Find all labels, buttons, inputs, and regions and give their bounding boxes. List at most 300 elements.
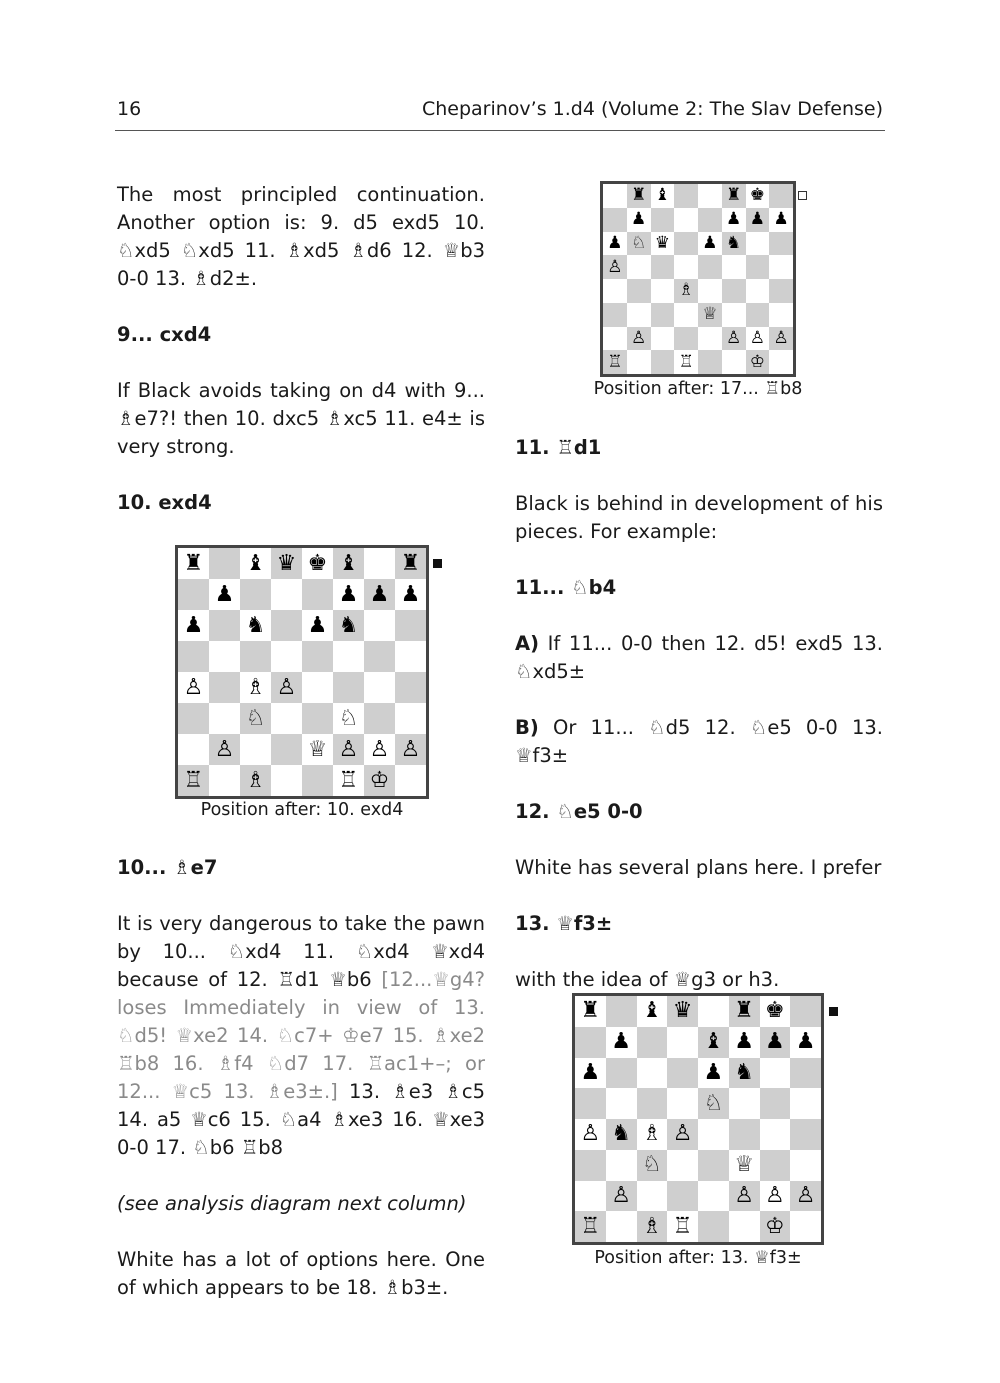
variation-a [515,630,883,686]
board-square [667,1181,698,1212]
black-rook-icon: ♜ [734,998,754,1024]
board-square [302,734,333,765]
board-square [698,1150,729,1181]
black-pawn-icon: ♟ [369,581,390,607]
board-square [209,703,240,734]
black-bishop-icon: ♝ [703,1029,724,1055]
white-knight-icon: ♘ [338,705,359,731]
board-square [651,350,675,374]
board-square [769,208,793,232]
board-square [637,1119,668,1150]
board-square [209,548,240,579]
board-square [769,350,793,374]
black-rook-icon: ♜ [631,185,647,206]
white-rook-icon: ♖ [580,1213,601,1239]
black-rook-icon: ♜ [400,550,421,576]
board-square [364,765,395,796]
black-bishop-icon: ♝ [654,185,670,206]
white-rook-icon: ♖ [607,351,623,372]
chess-diagram-2 [600,181,796,377]
board-square [698,279,722,303]
board-square [606,1181,637,1212]
board-square [698,232,722,256]
white-queen-icon: ♕ [702,304,718,325]
board-square [271,610,302,641]
right-move-heading-1: 11. ♖d1 [515,436,602,459]
board-square [674,208,698,232]
white-king-icon: ♔ [749,351,765,372]
board-square [769,303,793,327]
board-square [637,1211,668,1242]
black-pawn-icon: ♟ [734,1029,754,1055]
left-paragraph-3 [117,910,485,1162]
board-square [729,1150,760,1181]
left-move-heading-3: 10... ♗e7 [117,856,218,879]
board-square [333,703,364,734]
white-pawn-icon: ♙ [773,327,789,348]
white-pawn-icon: ♙ [214,736,235,762]
board-square [667,1027,698,1058]
board-square [603,255,627,279]
board-square [667,996,698,1027]
board-square [627,350,651,374]
board-square [698,1211,729,1242]
board-square [178,579,209,610]
board-square [674,184,698,208]
chess-diagram-1 [175,545,429,799]
board-square [364,703,395,734]
board-square [627,303,651,327]
board-square [240,734,271,765]
board-square [603,303,627,327]
black-queen-icon: ♛ [672,998,693,1024]
board-square [674,232,698,256]
board-square [302,765,333,796]
variation-a-label: A) [515,632,540,655]
variation-a-text: If 11... 0-0 then 12. d5! exd5 13. ♘xd5± [515,632,883,683]
chess-diagram-3 [572,993,824,1245]
right-move-heading-3: 12. ♘e5 0-0 [515,800,643,823]
board-square [674,327,698,351]
board-square [364,734,395,765]
board-square [790,1150,821,1181]
board-square [606,1088,637,1119]
black-knight-icon: ♞ [611,1121,631,1147]
black-pawn-icon: ♟ [400,581,421,607]
board-square [333,641,364,672]
board-square [769,279,793,303]
board-square [575,1211,606,1242]
board-square [395,765,426,796]
board-square [240,672,271,703]
board-square [651,279,675,303]
chessboard [175,545,429,799]
board-square [302,579,333,610]
board-square [178,641,209,672]
right-column [515,434,883,994]
black-rook-icon: ♜ [726,185,742,206]
board-square [746,184,770,208]
black-pawn-icon: ♟ [703,1059,724,1085]
board-square [651,184,675,208]
black-king-icon: ♚ [307,550,328,576]
board-square [627,327,651,351]
white-bishop-icon: ♗ [642,1213,662,1239]
board-square [651,255,675,279]
board-square [667,1058,698,1089]
board-square [667,1150,698,1181]
board-square [271,734,302,765]
board-square [760,1150,791,1181]
board-square [769,232,793,256]
board-square [627,208,651,232]
board-square [603,279,627,303]
black-knight-icon: ♞ [245,612,266,638]
black-pawn-icon: ♟ [183,612,204,638]
white-pawn-icon: ♙ [795,1182,816,1208]
left-paragraph-2: If Black avoids taking on d4 with 9... ♗e7?! then 10. dxc5 ♗xc5 11. e4± is very strong. [117,379,485,458]
black-bishop-icon: ♝ [245,550,266,576]
board-square [178,548,209,579]
white-pawn-icon: ♙ [607,256,623,277]
black-pawn-icon: ♟ [631,209,647,230]
white-bishop-icon: ♗ [245,767,266,793]
board-square [240,610,271,641]
board-square [698,303,722,327]
board-square [651,232,675,256]
diagram-2-caption: Position after: 17... ♖b8 [593,379,803,399]
board-square [209,610,240,641]
board-square [209,734,240,765]
page-number: 16 [117,98,142,120]
board-square [333,765,364,796]
board-square [603,327,627,351]
white-rook-icon: ♖ [672,1213,693,1239]
black-queen-icon: ♛ [654,232,670,253]
board-square [302,641,333,672]
board-square [790,1119,821,1150]
white-knight-icon: ♘ [642,1152,662,1178]
board-square [302,703,333,734]
white-queen-icon: ♕ [734,1152,754,1178]
board-square [627,279,651,303]
board-square [637,1058,668,1089]
main-line-text: It is very dangerous to take the pawn by 10... ♘xd4 11. ♘xd4 ♕xd4 because of 12. ♖d1 ♕b6 [117,912,485,991]
board-square [760,1088,791,1119]
black-knight-icon: ♞ [734,1059,754,1085]
black-pawn-icon: ♟ [307,612,328,638]
board-square [746,208,770,232]
board-square [722,184,746,208]
board-square [729,1119,760,1150]
white-pawn-icon: ♙ [631,327,647,348]
board-square [698,996,729,1027]
board-square [651,327,675,351]
white-pawn-icon: ♙ [765,1182,785,1208]
board-square [674,350,698,374]
board-square [271,579,302,610]
running-head: Cheparinov’s 1.d4 (Volume 2: The Slav Defense) [421,98,883,120]
board-square [240,703,271,734]
board-square [698,1058,729,1089]
white-pawn-icon: ♙ [276,674,297,700]
board-square [364,579,395,610]
board-square [698,1119,729,1150]
board-square [240,579,271,610]
board-square [722,208,746,232]
board-square [674,279,698,303]
white-pawn-icon: ♙ [400,736,421,762]
board-square [271,765,302,796]
board-square [627,232,651,256]
board-square [746,232,770,256]
board-square [760,1027,791,1058]
black-king-icon: ♚ [749,185,765,206]
board-square [603,350,627,374]
board-square [674,303,698,327]
board-square [651,208,675,232]
board-square [240,548,271,579]
board-square [760,1181,791,1212]
board-square [271,641,302,672]
white-pawn-icon: ♙ [369,736,390,762]
board-square [333,734,364,765]
board-square [302,548,333,579]
board-square [637,1088,668,1119]
black-pawn-icon: ♟ [702,232,718,253]
board-square [729,1027,760,1058]
board-square [395,579,426,610]
board-square [575,1119,606,1150]
black-pawn-icon: ♟ [795,1029,816,1055]
black-to-move-icon [829,1007,838,1016]
board-square [575,1181,606,1212]
board-square [698,1088,729,1119]
chessboard [600,181,796,377]
board-square [722,350,746,374]
board-square [729,1058,760,1089]
header-rule [115,130,885,131]
left-italic-note: (see analysis diagram next column) [117,1192,467,1215]
black-pawn-icon: ♟ [726,209,742,230]
black-pawn-icon: ♟ [580,1059,601,1085]
board-square [637,1027,668,1058]
white-rook-icon: ♖ [678,351,694,372]
board-square [606,1058,637,1089]
left-paragraph-4: White has a lot of options here. One of which appears to be 18. ♗b3±. [117,1248,485,1299]
board-square [178,734,209,765]
board-square [333,610,364,641]
white-knight-icon: ♘ [245,705,266,731]
board-square [746,350,770,374]
left-paragraph-1: The most principled continuation. Another option is: 9. d5 exd5 10. ♘xd5 ♘xd5 11. ♗xd5 ♗d6 12. ♕b3 0-0 13. ♗d2±. [117,183,485,290]
white-bishop-icon: ♗ [678,280,694,301]
left-move-heading-2: 10. exd4 [117,491,212,514]
white-bishop-icon: ♗ [245,674,266,700]
white-knight-icon: ♘ [703,1090,724,1116]
board-square [302,610,333,641]
white-pawn-icon: ♙ [749,327,765,348]
black-pawn-icon: ♟ [607,232,623,253]
board-square [722,232,746,256]
diagram-3-caption: Position after: 13. ♕f3± [594,1248,802,1268]
white-bishop-icon: ♗ [642,1121,662,1147]
black-pawn-icon: ♟ [214,581,235,607]
board-square [603,232,627,256]
board-square [729,1211,760,1242]
board-square [333,672,364,703]
board-square [667,1088,698,1119]
board-square [240,765,271,796]
white-pawn-icon: ♙ [672,1121,693,1147]
board-square [395,610,426,641]
board-square [209,765,240,796]
board-square [790,1088,821,1119]
board-square [606,1150,637,1181]
analysis-note: [12...♕g4? loses Immediately in view of 13. ♘d5! ♕xe2 14. ♘c7+ ♔e7 15. ♗xe2 ♖b8 16. ♗f4 ♘d7 17. ♖ac1+–; or 12... ♕c5 13. ♗e3±.] [117,968,485,1103]
board-square [575,996,606,1027]
board-square [606,996,637,1027]
board-square [698,184,722,208]
board-square [746,255,770,279]
black-to-move-icon [433,559,442,568]
white-pawn-icon: ♙ [183,674,204,700]
black-rook-icon: ♜ [580,998,601,1024]
board-square [722,327,746,351]
board-square [790,1211,821,1242]
board-square [575,1088,606,1119]
board-square [760,1211,791,1242]
board-square [606,1027,637,1058]
white-rook-icon: ♖ [338,767,359,793]
white-queen-icon: ♕ [307,736,328,762]
variation-b-text: Or 11... ♘d5 12. ♘e5 0-0 13. ♕f3± [515,716,883,767]
board-square [674,255,698,279]
board-square [637,1150,668,1181]
board-square [729,1088,760,1119]
board-square [606,1211,637,1242]
variation-b [515,714,883,770]
diagram-1-caption: Position after: 10. exd4 [200,800,404,820]
board-square [395,672,426,703]
board-square [178,703,209,734]
board-square [178,672,209,703]
black-bishop-icon: ♝ [642,998,662,1024]
board-square [729,1181,760,1212]
board-square [178,610,209,641]
board-square [698,255,722,279]
board-square [271,548,302,579]
board-square [627,255,651,279]
board-square [790,996,821,1027]
board-square [769,255,793,279]
board-square [395,734,426,765]
board-square [209,579,240,610]
right-move-heading-4: 13. ♕f3± [515,912,613,935]
black-knight-icon: ♞ [338,612,359,638]
white-king-icon: ♔ [369,767,390,793]
board-square [790,1181,821,1212]
white-to-move-icon [798,191,807,200]
board-square [627,184,651,208]
main-line-continuation: 13. ♗e3 ♗c5 14. a5 ♕c6 15. ♘a4 ♗xe3 16. ♕xe3 0-0 17. ♘b6 ♖b8 [117,1080,485,1159]
black-pawn-icon: ♟ [611,1029,631,1055]
board-square [271,703,302,734]
right-move-heading-2: 11... ♘b4 [515,576,617,599]
board-square [575,1027,606,1058]
white-pawn-icon: ♙ [726,327,742,348]
white-pawn-icon: ♙ [580,1121,601,1147]
board-square [722,279,746,303]
board-square [271,672,302,703]
black-pawn-icon: ♟ [338,581,359,607]
board-square [760,1058,791,1089]
right-paragraph-1: Black is behind in development of his pieces. For example: [515,492,883,543]
board-square [667,1119,698,1150]
left-move-heading-1: 9... cxd4 [117,323,212,346]
white-rook-icon: ♖ [183,767,204,793]
white-pawn-icon: ♙ [611,1182,631,1208]
board-square [333,548,364,579]
board-square [575,1150,606,1181]
board-square [698,208,722,232]
board-square [209,672,240,703]
board-square [760,996,791,1027]
board-square [364,548,395,579]
right-paragraph-3: with the idea of ♕g3 or h3. [515,968,780,991]
board-square [651,303,675,327]
white-knight-icon: ♘ [631,232,647,253]
board-square [603,208,627,232]
board-square [333,579,364,610]
board-square [729,996,760,1027]
left-column-lower [117,854,485,1302]
variation-b-label: B) [515,716,539,739]
board-square [395,641,426,672]
board-square [769,327,793,351]
board-square [209,641,240,672]
white-king-icon: ♔ [765,1213,785,1239]
board-square [722,255,746,279]
board-square [606,1119,637,1150]
board-square [364,641,395,672]
board-square [364,610,395,641]
black-pawn-icon: ♟ [773,209,789,230]
chessboard [572,993,824,1245]
white-pawn-icon: ♙ [338,736,359,762]
board-square [637,1181,668,1212]
black-queen-icon: ♛ [276,550,297,576]
board-square [760,1119,791,1150]
board-square [769,184,793,208]
board-square [395,548,426,579]
board-square [790,1027,821,1058]
board-square [698,350,722,374]
board-square [240,641,271,672]
board-square [178,765,209,796]
board-square [746,327,770,351]
board-square [698,327,722,351]
board-square [746,303,770,327]
black-pawn-icon: ♟ [749,209,765,230]
board-square [746,279,770,303]
board-square [698,1027,729,1058]
board-square [603,184,627,208]
board-square [637,996,668,1027]
left-column [117,181,485,517]
right-paragraph-2: White has several plans here. I prefer [515,856,882,879]
board-square [575,1058,606,1089]
